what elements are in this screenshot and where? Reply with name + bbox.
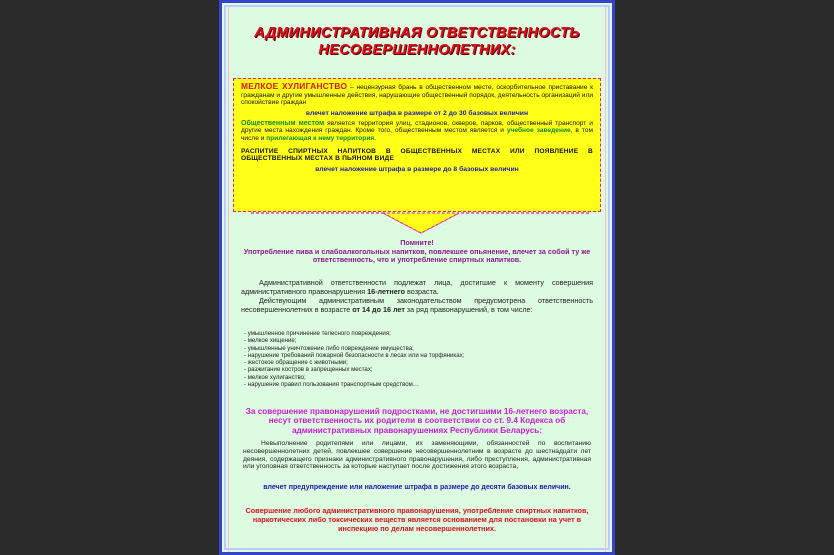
parents-text-block <box>243 440 591 471</box>
bottom-warning: Совершение любого административного правонарушения, употребление спиртных напитков, наркотических либо токсических веществ является основанием для постановки на учет в инспекцию по делам несовершеннолетних. <box>245 506 589 533</box>
poster <box>219 0 615 555</box>
highlight-box <box>233 78 601 212</box>
hooliganism-penalty: влечет наложение штрафа в размере от 2 до 30 базовых величин <box>305 109 529 117</box>
list-item: - умышленное причинение телесного повреждения; <box>244 330 391 337</box>
edu-term: учебное заведение <box>506 127 571 135</box>
list-item: - жестокое обращение с животными; <box>244 359 348 367</box>
hooliganism-term: МЕЛКОЕ ХУЛИГАНСТВО <box>241 81 348 91</box>
p1-text-c: возраста. <box>405 287 439 296</box>
p1-age: 16-летнего <box>367 287 406 296</box>
parents-heading: За совершение правонарушений подростками, не достигшими 16-летнего возраста, несут ответственность их родители в соответствии со ст. 9.4 Кодекса об административных правонарушениях Республики Беларусь: <box>245 407 589 435</box>
age-responsibility-text <box>241 278 593 314</box>
age-paragraph-2 <box>241 296 593 314</box>
remember-heading: Помните! <box>400 238 434 247</box>
title-line-1: АДМИНИСТРАТИВНАЯ ОТВЕТСТВЕННОСТЬ <box>254 25 580 41</box>
list-item: - нарушение правил пользования транспортным средством… <box>244 381 419 389</box>
public-place-term: Общественным местом <box>241 119 325 127</box>
adjacent-end: . <box>374 134 377 142</box>
list-item: - умышленные уничтожение либо повреждение имущества; <box>244 344 414 352</box>
list-item: - разжигание костров в запрещенных местах; <box>244 366 373 374</box>
remember-note <box>239 239 595 265</box>
poster-inner-frame <box>228 7 606 552</box>
down-arrow-icon <box>233 211 609 235</box>
public-place-note <box>241 120 593 143</box>
list-item: - мелкое хищение; <box>244 337 297 345</box>
drinking-heading: РАСПИТИЕ СПИРТНЫХ НАПИТКОВ В ОБЩЕСТВЕННЫХ МЕСТАХ ИЛИ ПОЯВЛЕНИЕ В ОБЩЕСТВЕННЫХ МЕСТАХ В ПЬЯНОМ ВИДЕ <box>241 147 593 163</box>
offense-list <box>244 330 593 388</box>
p2-text-c: за ряд правонарушений, в том числе: <box>404 305 533 314</box>
title-line-2: НЕСОВЕРШЕННОЛЕТНИХ: <box>318 42 516 58</box>
remember-text: Употребление пива и слабоалкогольных напитков, повлекшее опьянение, влечет за собой ту же ответственность, что и употребление спиртных напитков. <box>243 246 591 265</box>
p1-text-a: Административной ответственности подлежат лица, достигшие к моменту совершения административного правонарушения <box>241 278 593 296</box>
public-place-text: является территория улиц, стадионов, скверов, парков, общественный транспорт и другие места нахождения граждан. Кроме того, общественным местом является и <box>241 119 593 135</box>
list-item: - нарушение требований пожарной безопасности в лесах или на торфяниках; <box>244 351 465 359</box>
hooliganism-definition <box>241 83 593 107</box>
edu-text: , в том числе и <box>241 127 593 142</box>
adjacent-term: прилегающая к нему территория <box>266 134 375 142</box>
drinking-penalty: влечет наложение штрафа в размере до 8 базовых величин <box>315 165 519 173</box>
poster-title <box>229 25 605 59</box>
list-item: - мелкое хулиганство; <box>244 373 306 381</box>
p2-text-a: Действующим административным законодательством предусмотрена ответственность несовершеннолетних в возрасте <box>241 296 593 314</box>
age-paragraph-1 <box>241 278 593 296</box>
p2-age-range: от 14 до 16 лет <box>352 305 405 314</box>
parents-penalty: влечет предупреждение или наложение штрафа в размере до десяти базовых величин. <box>263 484 571 491</box>
parents-text: Невыполнение родителями или лицами, их заменяющими, обязанностей по воспитанию несовершеннолетних детей, повлекшее совершение несовершеннолетним в возрасте до шестнадцати лет деяния, содержащего признаки административного правонарушения, либо преступления, административная или уголовная ответственность за которые наступает после достижения этого возраста, <box>243 440 591 471</box>
hooliganism-text: – нецензурная брань в общественном месте, оскорбительное приставание к гражданам и другие умышленные действия, нарушающие общественный порядок, деятельность организаций или спокойствие граждан <box>241 84 594 107</box>
